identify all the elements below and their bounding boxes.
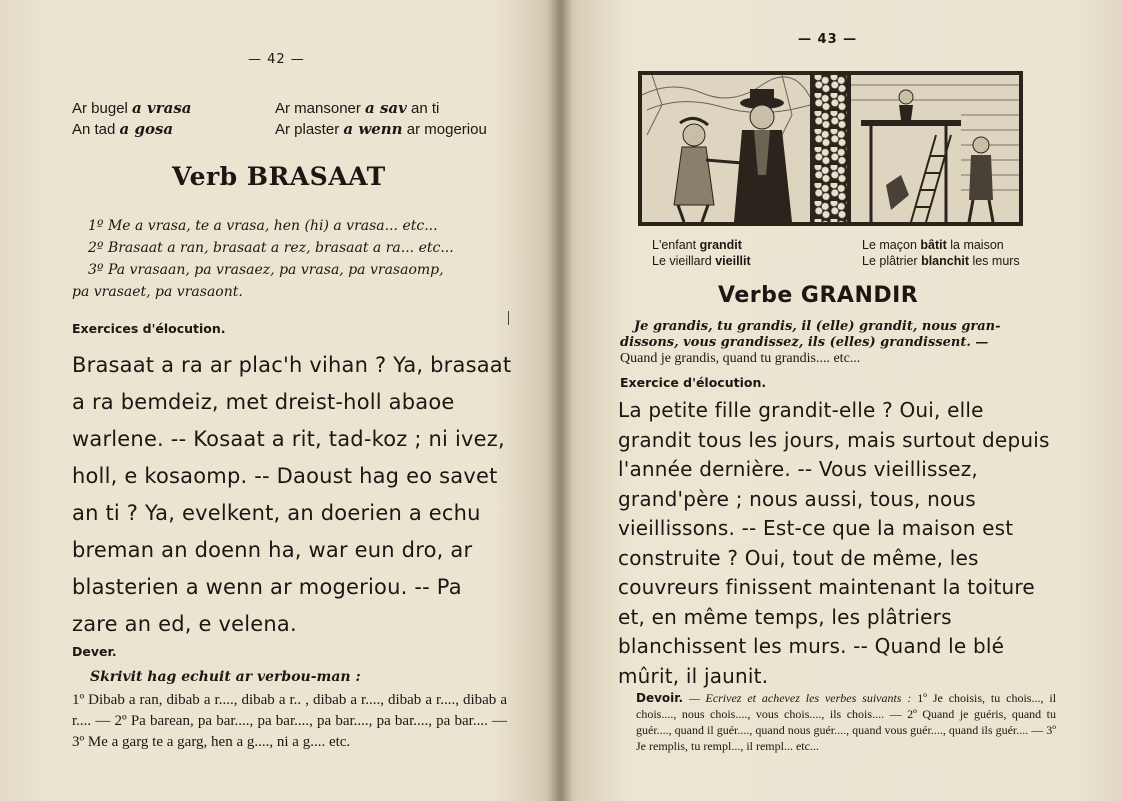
exercise-heading: Exercice d'élocution. <box>620 375 767 390</box>
conjugation-line: 2º Brasaat a ran, brasaat a rez, brasaat a ra... etc... <box>88 240 454 256</box>
exercise-heading: Exercices d'élocution. <box>72 321 226 336</box>
caption-right: Le maçon bâtit la maison Le plâtrier blanchit les murs <box>862 238 1020 268</box>
dever-heading: Dever. <box>72 644 117 659</box>
verb-title: Verb BRASAAT <box>172 162 386 191</box>
illustration <box>638 71 1023 226</box>
devoir-block <box>636 690 1056 754</box>
exercise-text: La petite fille grandit-elle ? Oui, elle grandit tous les jours, mais surtout depuis l'année dernière. -- Vous vieillissez, grand'père ; nous aussi, tous, nous vieillissons. -- Est-ce que la maison est construite ? Oui, tout de même, les couvreurs finissent maintenant la toiture et, en même temps, les plâtriers blanchissent les murs. -- Quand le blé mûrit, il jaunit. <box>618 398 1050 688</box>
devoir-instruction: — Ecrivez et achevez les verbes suivants : <box>688 691 912 705</box>
page-number: — 43 — <box>798 32 858 47</box>
verb-title: Verbe GRANDIR <box>718 283 919 308</box>
conjugation-line: Quand je grandis, quand tu grandis.... etc... <box>620 351 861 366</box>
margin-mark <box>508 311 509 325</box>
example-sentence: An tad a gosa <box>72 120 174 138</box>
caption-left: L'enfant grandit Le vieillard vieillit <box>652 238 751 268</box>
pebble-border <box>814 75 847 222</box>
conjugation-line: 3º Pa vrasaan, pa vrasaez, pa vrasa, pa vrasaomp, <box>88 262 444 278</box>
exercise-text: Brasaat a ra ar plac'h vihan ? Ya, brasaat a ra bemdeiz, met dreist-holl abaoe warlene. -- Kosaat a rit, tad-koz ; ni ivez, holl, e kosaomp. -- Daoust hag eo savet an ti ? Ya, evelkent, an doerien a echu breman an doenn ha, war eun dro, ar blasterien a wenn ar mogeriou. -- Pa zare an ed, e velena. <box>72 353 512 636</box>
devoir-label: Devoir. <box>636 691 684 705</box>
illustration-mason-and-plasterer <box>851 75 1019 222</box>
page-number: — 42 — <box>248 52 305 67</box>
illustration-child-and-grandfather <box>642 75 810 222</box>
example-sentence: Ar plaster a wenn ar mogeriou <box>275 120 487 138</box>
right-page <box>560 0 1122 801</box>
conjugation-line: pa vrasaet, pa vrasaont. <box>72 284 243 300</box>
left-page <box>0 0 560 801</box>
conjugation-line: dissons, vous grandissez, ils (elles) grandissent. — <box>620 335 989 350</box>
conjugation-line: Je grandis, tu grandis, il (elle) grandit, nous gran- <box>634 319 1001 334</box>
conjugation-line: 1º Me a vrasa, te a vrasa, hen (hi) a vrasa... etc... <box>88 218 438 234</box>
devoir-text: 1º Je choisis, tu chois..., il chois...., nous chois...., vous chois...., ils chois.... — 2º Quand je guéris, quand tu guér...., quand il guér...., quand nous guér...., quand vous guér...., quand ils guér.... — 3º Je remplis, tu rempl..., il rempl... etc... <box>636 691 1057 753</box>
example-sentence: Ar bugel a vrasa <box>72 99 192 117</box>
dever-text: 1º Dibab a ran, dibab a r...., dibab a r.. , dibab a r...., dibab a r...., dibab a r.... — 2º Pa barean, pa bar...., pa bar...., pa bar...., pa bar...., pa bar.... — 3º Me a garg te a garg, hen a g...., ni a g.... etc. <box>72 692 507 750</box>
example-sentence: Ar mansoner a sav an ti <box>275 99 440 117</box>
book-gutter <box>548 0 572 801</box>
dever-instruction: Skrivit hag echuit ar verbou-man : <box>90 669 361 685</box>
